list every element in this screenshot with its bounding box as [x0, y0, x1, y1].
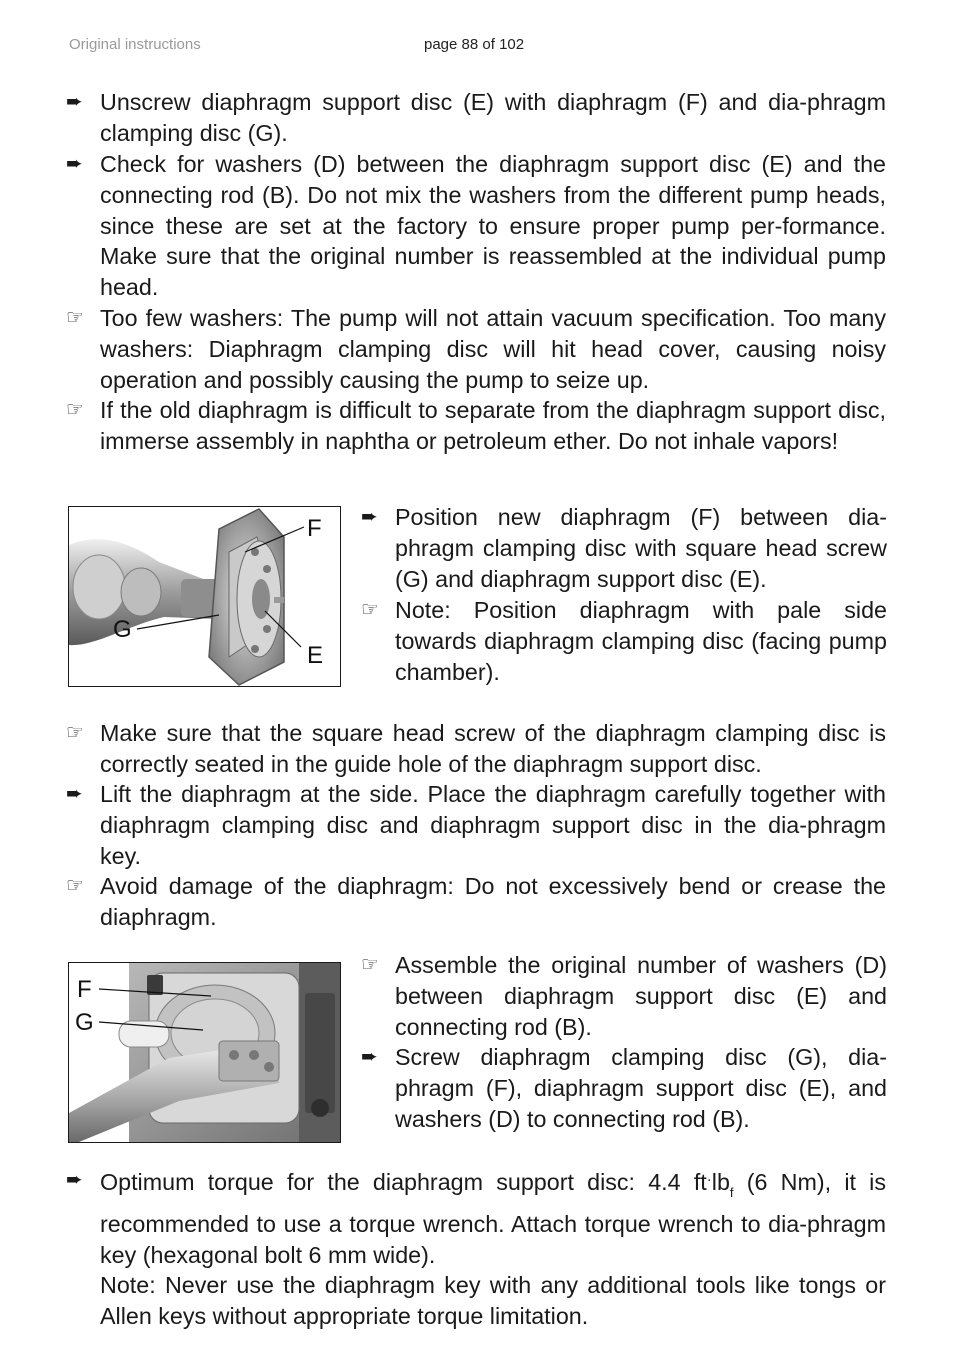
note-item — [361, 595, 887, 687]
pointing-hand-icon: ☞ — [66, 399, 84, 421]
note-text: Make sure that the square head screw of the diaphragm clamping disc is correctly seated in the guide hole of the diaphragm support disc. — [100, 720, 886, 777]
instruction-item — [66, 779, 886, 871]
instruction-item — [361, 1042, 887, 1134]
instruction-text: Position new diaphragm (F) between dia-phragm clamping disc with square head screw (G) and diaphragm support disc (E). — [395, 504, 887, 592]
note-item — [361, 950, 887, 1042]
arrow-icon: ➨ — [361, 1046, 378, 1068]
torque-text-end: (6 Nm), it is recommended to use a torque wrench. Attach torque wrench to dia-phragm key (hexagonal bolt 6 mm wide). — [100, 1169, 886, 1268]
diaphragm-assembly-photo — [68, 506, 341, 687]
instruction-item — [66, 87, 886, 149]
torque-note: Note: Never use the diaphragm key with any additional tools like tongs or Allen keys without appropriate torque limitation. — [100, 1272, 886, 1330]
torque-unit-subscript: f — [729, 1185, 734, 1200]
torque-text-start: Optimum torque for the diaphragm support disc: 4.4 ft — [100, 1169, 707, 1195]
diaphragm-key-photo — [68, 962, 341, 1143]
label-f: F — [307, 515, 322, 542]
pointing-hand-icon: ☞ — [66, 307, 84, 329]
instruction-item — [361, 502, 887, 594]
note-text: Note: Position diaphragm with pale side towards diaphragm clamping disc (facing pump chamber). — [395, 597, 887, 685]
instruction-text: Lift the diaphragm at the side. Place the diaphragm carefully together with diaphragm clamping disc and diaphragm support disc in the dia-phragm key. — [100, 781, 886, 869]
arrow-icon: ➨ — [66, 153, 83, 175]
label-g: G — [75, 1009, 94, 1036]
note-item — [66, 871, 886, 933]
label-f: F — [77, 976, 92, 1003]
note-text: Assemble the original number of washers (D) between diaphragm support disc (E) and connecting rod (B). — [395, 952, 887, 1040]
instruction-text: Screw diaphragm clamping disc (G), dia-phragm (F), diaphragm support disc (E), and washers (D) to connecting rod (B). — [395, 1044, 887, 1132]
arrow-icon: ➨ — [66, 1169, 83, 1191]
note-text: Avoid damage of the diaphragm: Do not excessively bend or crease the diaphragm. — [100, 873, 886, 930]
note-item — [66, 395, 886, 457]
torque-unit-dot: · — [706, 1171, 712, 1188]
note-item — [66, 718, 886, 780]
pointing-hand-icon: ☞ — [66, 722, 84, 744]
torque-unit: lb — [711, 1169, 730, 1195]
label-g: G — [113, 616, 132, 643]
note-item — [66, 303, 886, 395]
header-left: Original instructions — [69, 36, 201, 53]
instruction-item — [66, 1165, 886, 1332]
instruction-text: Check for washers (D) between the diaphragm support disc (E) and the connecting rod (B). Do not mix the washers from the different pump heads, since these are set at the factory to ensure proper pump per-formance. Make sure that the original number is reassembled at the individual pump head. — [100, 151, 886, 301]
pointing-hand-icon: ☞ — [361, 954, 379, 976]
arrow-icon: ➨ — [361, 506, 378, 528]
arrow-icon: ➨ — [66, 91, 83, 113]
label-e: E — [307, 642, 324, 669]
instruction-item — [66, 149, 886, 303]
note-text: Too few washers: The pump will not attain vacuum specification. Too many washers: Diaphragm clamping disc will hit head cover, causing noisy operation and possibly causing the pump to seize up. — [100, 305, 886, 393]
instruction-text: Unscrew diaphragm support disc (E) with diaphragm (F) and dia-phragm clamping disc (G). — [100, 89, 886, 146]
pointing-hand-icon: ☞ — [361, 599, 379, 621]
note-text: If the old diaphragm is difficult to separate from the diaphragm support disc, immerse assembly in naphtha or petroleum ether. Do not inhale vapors! — [100, 397, 886, 454]
pointing-hand-icon: ☞ — [66, 875, 84, 897]
arrow-icon: ➨ — [66, 783, 83, 805]
torque-text — [100, 1165, 886, 1270]
page-number: page 88 of 102 — [424, 36, 525, 53]
